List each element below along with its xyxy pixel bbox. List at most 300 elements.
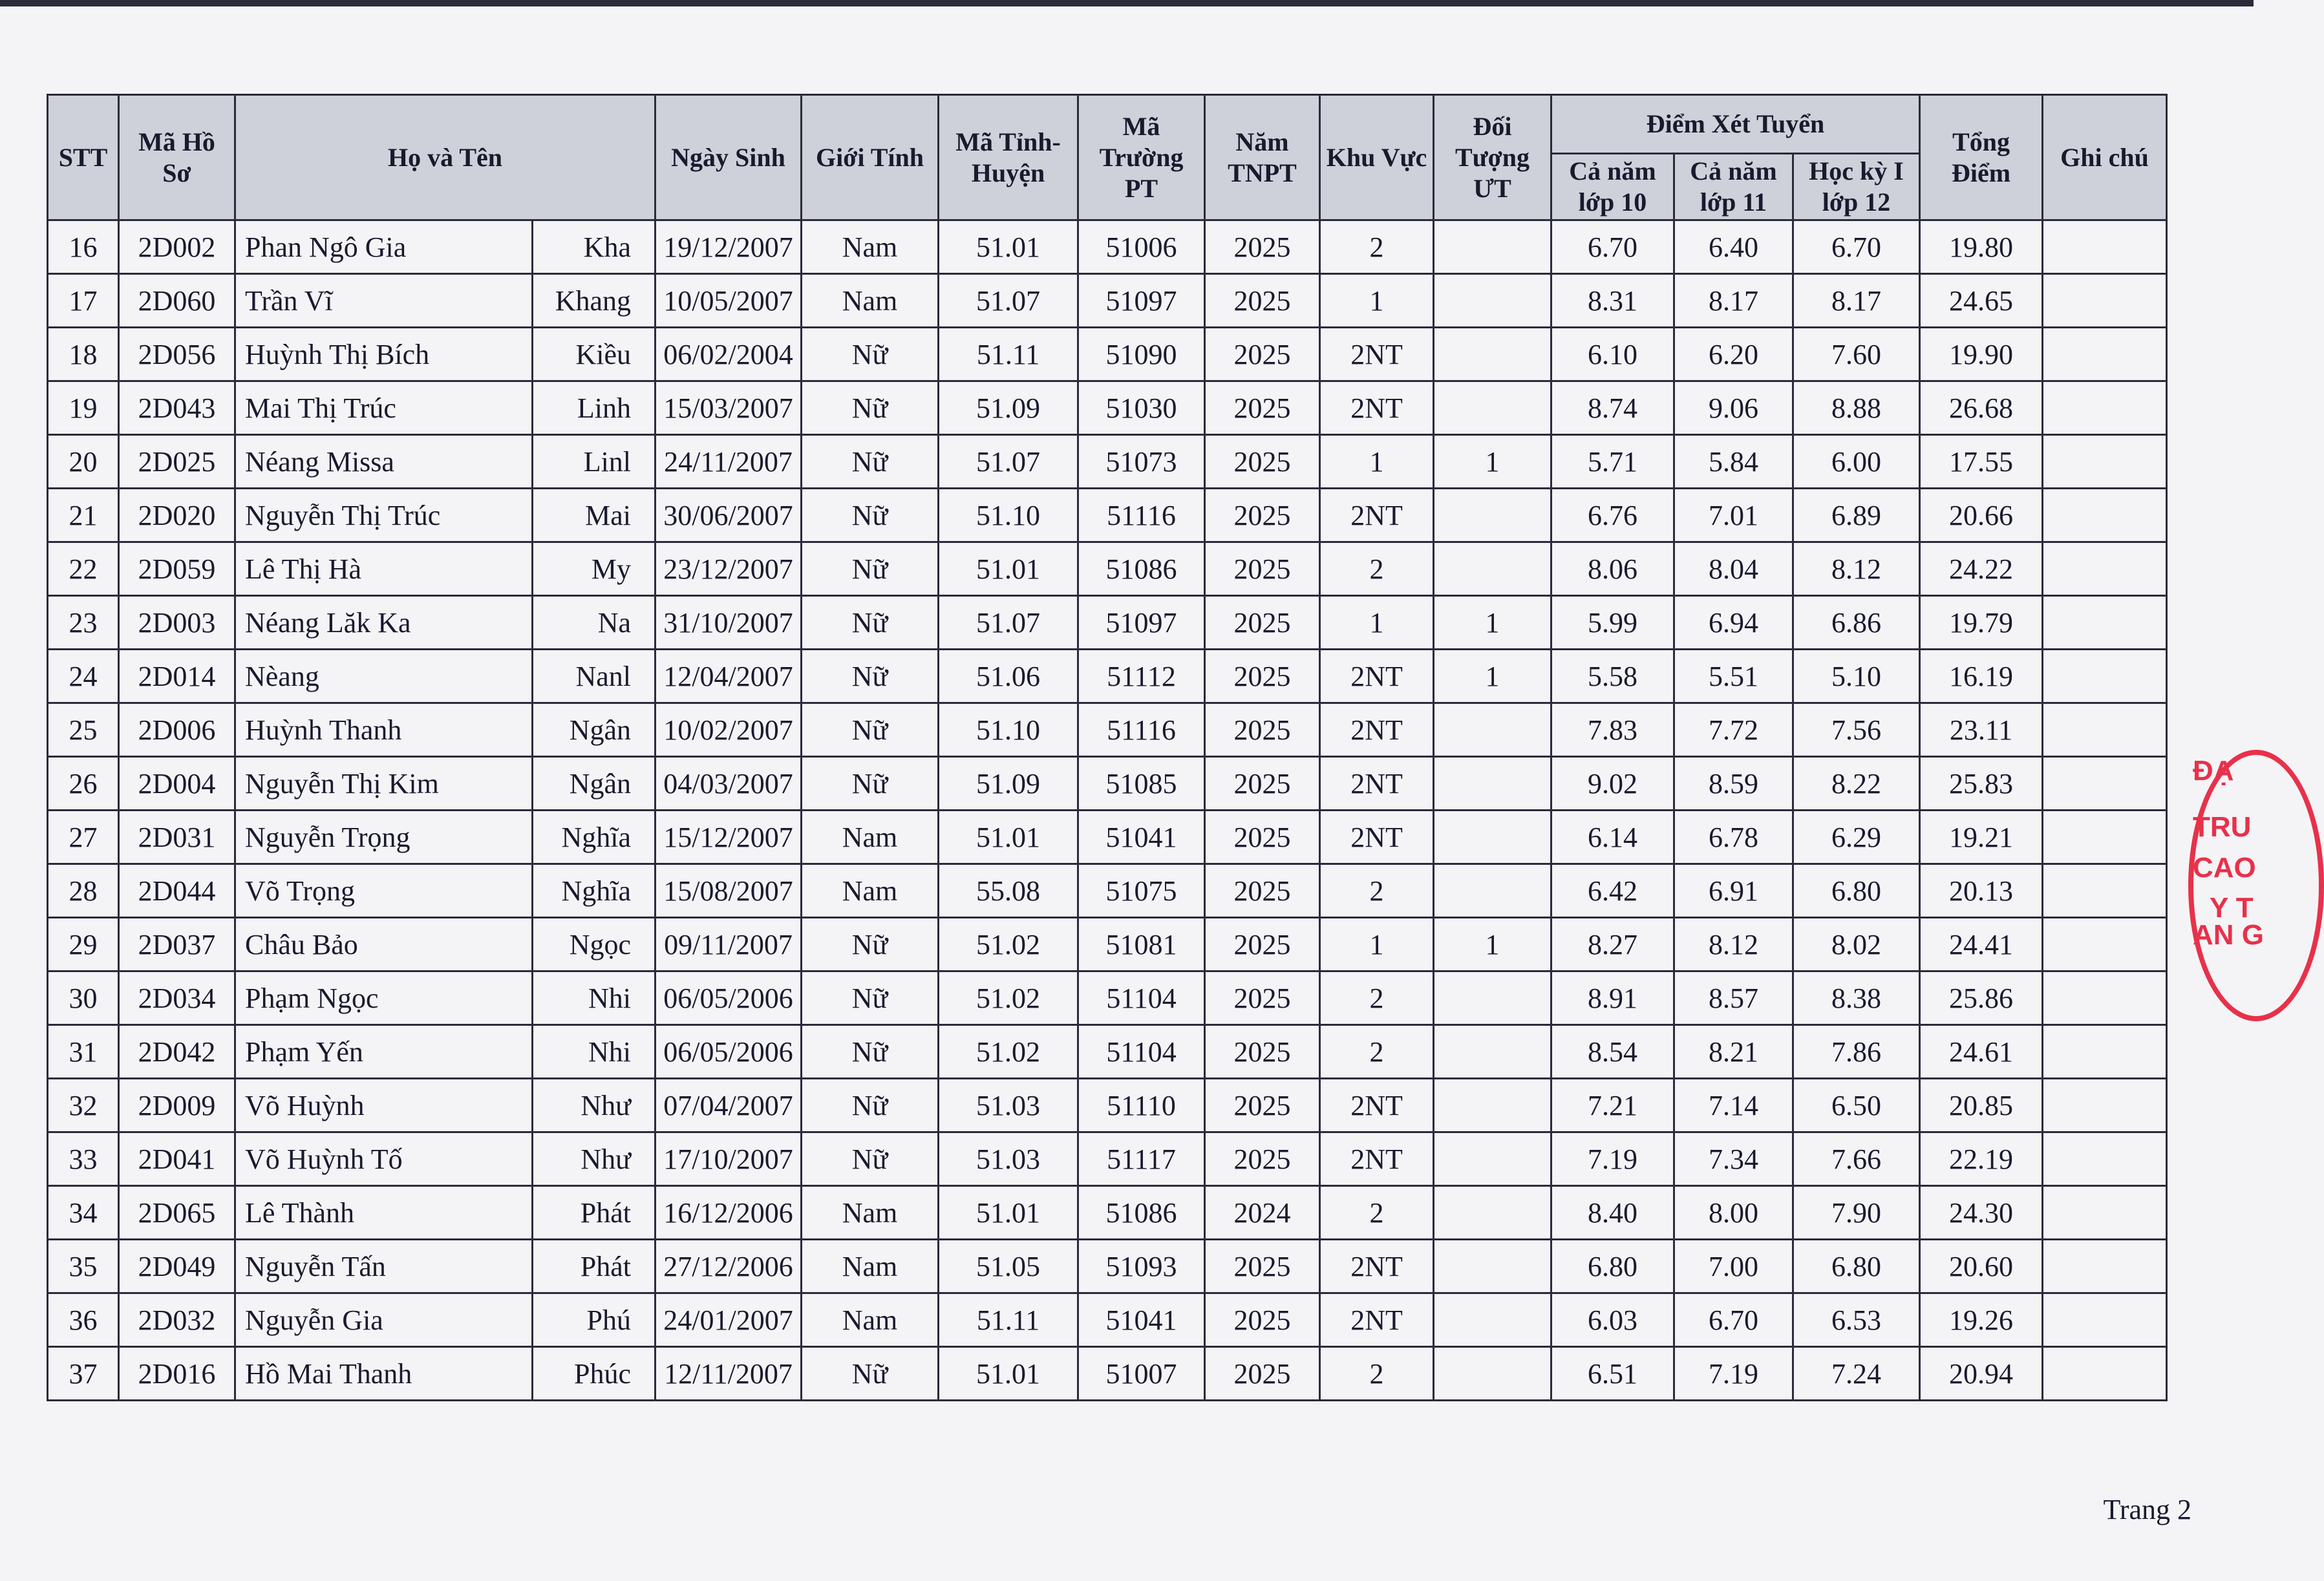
- cell-ten: Na: [533, 596, 656, 650]
- cell-diem-lop-10: 5.58: [1551, 650, 1674, 703]
- cell-ma-tinh-huyen: 51.10: [939, 489, 1078, 542]
- cell-tong-diem: 24.41: [1920, 918, 2043, 971]
- cell-tong-diem: 19.26: [1920, 1293, 2043, 1347]
- cell-nam-tnpt: 2025: [1205, 1079, 1320, 1132]
- table-row: [48, 1240, 2167, 1293]
- cell-ma-tinh-huyen: 51.11: [939, 328, 1078, 381]
- table-row: [48, 435, 2167, 489]
- cell-ghi-chu: [2043, 328, 2167, 381]
- cell-diem-lop-10: 7.83: [1551, 703, 1674, 757]
- cell-ho-dem: Nguyễn Thị Kim: [235, 757, 533, 811]
- cell-ma-tinh-huyen: 51.09: [939, 757, 1078, 811]
- cell-ma-truong: 51097: [1078, 274, 1205, 328]
- cell-ma-ho-so: 2D060: [119, 274, 235, 328]
- cell-diem-lop-11: 7.01: [1674, 489, 1793, 542]
- cell-khu-vuc: 2NT: [1320, 1132, 1434, 1186]
- cell-doi-tuong: [1434, 1293, 1551, 1347]
- cell-ma-ho-so: 2D056: [119, 328, 235, 381]
- cell-diem-lop-10: 5.99: [1551, 596, 1674, 650]
- cell-stt: 29: [48, 918, 119, 971]
- cell-stt: 16: [48, 220, 119, 274]
- table-row: [48, 703, 2167, 757]
- cell-ma-ho-so: 2D037: [119, 918, 235, 971]
- cell-gioi-tinh: Nữ: [802, 489, 939, 542]
- cell-ghi-chu: [2043, 1240, 2167, 1293]
- table-row: [48, 1186, 2167, 1240]
- cell-ghi-chu: [2043, 1347, 2167, 1401]
- cell-ma-ho-so: 2D049: [119, 1240, 235, 1293]
- cell-diem-lop-12: 6.86: [1793, 596, 1920, 650]
- cell-tong-diem: 17.55: [1920, 435, 2043, 489]
- cell-ma-tinh-huyen: 51.11: [939, 1293, 1078, 1347]
- cell-gioi-tinh: Nữ: [802, 435, 939, 489]
- cell-diem-lop-11: 8.59: [1674, 757, 1793, 811]
- cell-doi-tuong: [1434, 1347, 1551, 1401]
- cell-ten: Phúc: [533, 1347, 656, 1401]
- cell-ho-dem: Võ Huỳnh Tố: [235, 1132, 533, 1186]
- table-row: [48, 542, 2167, 596]
- table-row: [48, 381, 2167, 435]
- cell-nam-tnpt: 2024: [1205, 1186, 1320, 1240]
- table-row: [48, 918, 2167, 971]
- cell-ma-ho-so: 2D065: [119, 1186, 235, 1240]
- table-row: [48, 489, 2167, 542]
- cell-ma-tinh-huyen: 51.10: [939, 703, 1078, 757]
- cell-gioi-tinh: Nữ: [802, 971, 939, 1025]
- cell-khu-vuc: 2NT: [1320, 328, 1434, 381]
- cell-ten: Mai: [533, 489, 656, 542]
- header-ho-va-ten: Họ và Tên: [235, 95, 656, 220]
- cell-ma-tinh-huyen: 51.07: [939, 596, 1078, 650]
- cell-diem-lop-11: 6.20: [1674, 328, 1793, 381]
- cell-ma-ho-so: 2D003: [119, 596, 235, 650]
- stamp-text-line: CAO: [2193, 852, 2256, 884]
- cell-tong-diem: 20.85: [1920, 1079, 2043, 1132]
- cell-ma-ho-so: 2D059: [119, 542, 235, 596]
- cell-ngay-sinh: 06/05/2006: [656, 1025, 802, 1079]
- cell-diem-lop-10: 7.21: [1551, 1079, 1674, 1132]
- cell-ho-dem: Trần Vĩ: [235, 274, 533, 328]
- cell-stt: 36: [48, 1293, 119, 1347]
- cell-gioi-tinh: Nam: [802, 1293, 939, 1347]
- cell-diem-lop-11: 8.00: [1674, 1186, 1793, 1240]
- cell-ho-dem: Lê Thành: [235, 1186, 533, 1240]
- cell-ten: Ngân: [533, 703, 656, 757]
- cell-tong-diem: 24.30: [1920, 1186, 2043, 1240]
- cell-ten: Nghĩa: [533, 811, 656, 864]
- cell-ma-tinh-huyen: 51.01: [939, 1347, 1078, 1401]
- cell-ngay-sinh: 27/12/2006: [656, 1240, 802, 1293]
- cell-stt: 21: [48, 489, 119, 542]
- cell-ma-ho-so: 2D002: [119, 220, 235, 274]
- cell-ho-dem: Phạm Yến: [235, 1025, 533, 1079]
- cell-tong-diem: 26.68: [1920, 381, 2043, 435]
- cell-ma-truong: 51116: [1078, 489, 1205, 542]
- cell-khu-vuc: 2: [1320, 1186, 1434, 1240]
- cell-ten: Nhi: [533, 971, 656, 1025]
- cell-ho-dem: Huỳnh Thanh: [235, 703, 533, 757]
- cell-diem-lop-10: 6.70: [1551, 220, 1674, 274]
- cell-nam-tnpt: 2025: [1205, 864, 1320, 918]
- cell-ten: Nhi: [533, 1025, 656, 1079]
- cell-diem-lop-11: 8.12: [1674, 918, 1793, 971]
- table-row: [48, 220, 2167, 274]
- cell-diem-lop-11: 8.17: [1674, 274, 1793, 328]
- cell-ghi-chu: [2043, 1293, 2167, 1347]
- cell-ma-truong: 51116: [1078, 703, 1205, 757]
- cell-tong-diem: 19.21: [1920, 811, 2043, 864]
- cell-ma-truong: 51007: [1078, 1347, 1205, 1401]
- cell-stt: 31: [48, 1025, 119, 1079]
- cell-diem-lop-10: 6.14: [1551, 811, 1674, 864]
- cell-ten: Nanl: [533, 650, 656, 703]
- cell-gioi-tinh: Nữ: [802, 650, 939, 703]
- cell-ma-ho-so: 2D016: [119, 1347, 235, 1401]
- cell-ho-dem: Lê Thị Hà: [235, 542, 533, 596]
- cell-diem-lop-10: 5.71: [1551, 435, 1674, 489]
- cell-ngay-sinh: 12/11/2007: [656, 1347, 802, 1401]
- cell-stt: 19: [48, 381, 119, 435]
- header-hoc-ky-lop-12: Học kỳ I lớp 12: [1793, 154, 1920, 220]
- cell-ma-tinh-huyen: 55.08: [939, 864, 1078, 918]
- cell-nam-tnpt: 2025: [1205, 328, 1320, 381]
- cell-ma-ho-so: 2D032: [119, 1293, 235, 1347]
- cell-stt: 32: [48, 1079, 119, 1132]
- cell-ghi-chu: [2043, 220, 2167, 274]
- cell-ho-dem: Châu Bảo: [235, 918, 533, 971]
- cell-diem-lop-10: 8.31: [1551, 274, 1674, 328]
- cell-khu-vuc: 1: [1320, 274, 1434, 328]
- cell-ma-truong: 51075: [1078, 864, 1205, 918]
- cell-diem-lop-12: 8.38: [1793, 971, 1920, 1025]
- cell-ghi-chu: [2043, 811, 2167, 864]
- cell-ho-dem: Phạm Ngọc: [235, 971, 533, 1025]
- cell-ho-dem: Huỳnh Thị Bích: [235, 328, 533, 381]
- cell-ghi-chu: [2043, 864, 2167, 918]
- cell-diem-lop-12: 7.56: [1793, 703, 1920, 757]
- cell-gioi-tinh: Nam: [802, 864, 939, 918]
- cell-diem-lop-12: 8.22: [1793, 757, 1920, 811]
- cell-ma-tinh-huyen: 51.01: [939, 542, 1078, 596]
- cell-diem-lop-11: 7.34: [1674, 1132, 1793, 1186]
- cell-stt: 34: [48, 1186, 119, 1240]
- header-doi-tuong: Đối Tượng ƯT: [1434, 95, 1551, 220]
- cell-diem-lop-11: 6.78: [1674, 811, 1793, 864]
- cell-khu-vuc: 2: [1320, 542, 1434, 596]
- cell-stt: 26: [48, 757, 119, 811]
- cell-ma-tinh-huyen: 51.05: [939, 1240, 1078, 1293]
- cell-ngay-sinh: 15/12/2007: [656, 811, 802, 864]
- cell-doi-tuong: [1434, 542, 1551, 596]
- cell-gioi-tinh: Nữ: [802, 757, 939, 811]
- cell-ten: Kiều: [533, 328, 656, 381]
- cell-ma-truong: 51090: [1078, 328, 1205, 381]
- cell-ten: Nghĩa: [533, 864, 656, 918]
- cell-nam-tnpt: 2025: [1205, 489, 1320, 542]
- cell-diem-lop-12: 7.24: [1793, 1347, 1920, 1401]
- cell-nam-tnpt: 2025: [1205, 811, 1320, 864]
- cell-ngay-sinh: 04/03/2007: [656, 757, 802, 811]
- stamp-text-line: Y T: [2210, 892, 2254, 924]
- cell-ghi-chu: [2043, 1132, 2167, 1186]
- header-ma-truong: Mã Trường PT: [1078, 95, 1205, 220]
- cell-ngay-sinh: 10/02/2007: [656, 703, 802, 757]
- table-row: [48, 596, 2167, 650]
- cell-ho-dem: Nguyễn Gia: [235, 1293, 533, 1347]
- cell-ghi-chu: [2043, 489, 2167, 542]
- cell-ngay-sinh: 19/12/2007: [656, 220, 802, 274]
- cell-stt: 33: [48, 1132, 119, 1186]
- cell-diem-lop-12: 6.80: [1793, 1240, 1920, 1293]
- stamp-text-line: TRU: [2193, 811, 2252, 843]
- cell-ngay-sinh: 24/01/2007: [656, 1293, 802, 1347]
- cell-doi-tuong: 1: [1434, 650, 1551, 703]
- cell-doi-tuong: [1434, 489, 1551, 542]
- cell-ma-truong: 51097: [1078, 596, 1205, 650]
- cell-diem-lop-10: 6.80: [1551, 1240, 1674, 1293]
- cell-ghi-chu: [2043, 918, 2167, 971]
- cell-diem-lop-11: 9.06: [1674, 381, 1793, 435]
- cell-ten: Phú: [533, 1293, 656, 1347]
- cell-stt: 17: [48, 274, 119, 328]
- header-stt: STT: [48, 95, 119, 220]
- page-number: Trang 2: [2103, 1494, 2191, 1525]
- cell-gioi-tinh: Nam: [802, 220, 939, 274]
- cell-ngay-sinh: 10/05/2007: [656, 274, 802, 328]
- cell-doi-tuong: [1434, 971, 1551, 1025]
- header-ghi-chu: Ghi chú: [2043, 95, 2167, 220]
- cell-ghi-chu: [2043, 757, 2167, 811]
- header-ca-nam-lop-10: Cả năm lớp 10: [1551, 154, 1674, 220]
- table-body: [48, 220, 2167, 1401]
- cell-diem-lop-11: 6.40: [1674, 220, 1793, 274]
- cell-diem-lop-11: 6.70: [1674, 1293, 1793, 1347]
- cell-diem-lop-10: 6.03: [1551, 1293, 1674, 1347]
- cell-nam-tnpt: 2025: [1205, 1347, 1320, 1401]
- cell-gioi-tinh: Nữ: [802, 596, 939, 650]
- cell-gioi-tinh: Nữ: [802, 1132, 939, 1186]
- cell-ten: Như: [533, 1132, 656, 1186]
- cell-gioi-tinh: Nữ: [802, 542, 939, 596]
- cell-khu-vuc: 2NT: [1320, 1293, 1434, 1347]
- cell-tong-diem: 25.83: [1920, 757, 2043, 811]
- cell-ma-ho-so: 2D006: [119, 703, 235, 757]
- cell-ma-truong: 51085: [1078, 757, 1205, 811]
- cell-ma-truong: 51073: [1078, 435, 1205, 489]
- cell-tong-diem: 24.61: [1920, 1025, 2043, 1079]
- cell-khu-vuc: 2: [1320, 1025, 1434, 1079]
- cell-ngay-sinh: 23/12/2007: [656, 542, 802, 596]
- cell-ngay-sinh: 12/04/2007: [656, 650, 802, 703]
- cell-diem-lop-12: 7.60: [1793, 328, 1920, 381]
- cell-doi-tuong: [1434, 328, 1551, 381]
- cell-diem-lop-12: 7.66: [1793, 1132, 1920, 1186]
- cell-ma-ho-so: 2D020: [119, 489, 235, 542]
- cell-doi-tuong: 1: [1434, 596, 1551, 650]
- cell-diem-lop-11: 7.00: [1674, 1240, 1793, 1293]
- cell-ma-tinh-huyen: 51.03: [939, 1132, 1078, 1186]
- cell-ghi-chu: [2043, 596, 2167, 650]
- cell-ten: Như: [533, 1079, 656, 1132]
- cell-ten: Ngân: [533, 757, 656, 811]
- cell-doi-tuong: [1434, 757, 1551, 811]
- cell-gioi-tinh: Nữ: [802, 381, 939, 435]
- cell-doi-tuong: [1434, 864, 1551, 918]
- cell-ma-tinh-huyen: 51.01: [939, 811, 1078, 864]
- cell-ma-ho-so: 2D025: [119, 435, 235, 489]
- cell-ma-tinh-huyen: 51.07: [939, 435, 1078, 489]
- cell-ho-dem: Võ Huỳnh: [235, 1079, 533, 1132]
- cell-doi-tuong: [1434, 1240, 1551, 1293]
- cell-stt: 35: [48, 1240, 119, 1293]
- cell-diem-lop-11: 6.94: [1674, 596, 1793, 650]
- cell-diem-lop-11: 8.21: [1674, 1025, 1793, 1079]
- cell-ma-tinh-huyen: 51.09: [939, 381, 1078, 435]
- cell-ngay-sinh: 30/06/2007: [656, 489, 802, 542]
- cell-ma-ho-so: 2D042: [119, 1025, 235, 1079]
- cell-diem-lop-12: 6.80: [1793, 864, 1920, 918]
- cell-ngay-sinh: 09/11/2007: [656, 918, 802, 971]
- cell-doi-tuong: [1434, 1132, 1551, 1186]
- cell-diem-lop-10: 8.27: [1551, 918, 1674, 971]
- cell-doi-tuong: [1434, 811, 1551, 864]
- cell-ma-tinh-huyen: 51.02: [939, 918, 1078, 971]
- cell-ma-tinh-huyen: 51.01: [939, 1186, 1078, 1240]
- cell-nam-tnpt: 2025: [1205, 1240, 1320, 1293]
- cell-ghi-chu: [2043, 1025, 2167, 1079]
- cell-ma-truong: 51104: [1078, 971, 1205, 1025]
- cell-gioi-tinh: Nam: [802, 1240, 939, 1293]
- cell-tong-diem: 19.80: [1920, 220, 2043, 274]
- cell-nam-tnpt: 2025: [1205, 757, 1320, 811]
- cell-ten: My: [533, 542, 656, 596]
- cell-ho-dem: Nguyễn Tấn: [235, 1240, 533, 1293]
- header-gioi-tinh: Giới Tính: [802, 95, 939, 220]
- table-row: [48, 650, 2167, 703]
- cell-doi-tuong: [1434, 381, 1551, 435]
- cell-ho-dem: Nguyễn Thị Trúc: [235, 489, 533, 542]
- cell-gioi-tinh: Nam: [802, 274, 939, 328]
- cell-ghi-chu: [2043, 274, 2167, 328]
- cell-ten: Ngọc: [533, 918, 656, 971]
- cell-nam-tnpt: 2025: [1205, 596, 1320, 650]
- cell-ghi-chu: [2043, 703, 2167, 757]
- cell-ma-tinh-huyen: 51.03: [939, 1079, 1078, 1132]
- cell-diem-lop-10: 6.51: [1551, 1347, 1674, 1401]
- cell-tong-diem: 19.79: [1920, 596, 2043, 650]
- cell-nam-tnpt: 2025: [1205, 1025, 1320, 1079]
- cell-gioi-tinh: Nữ: [802, 703, 939, 757]
- stamp-text-line: ĐẠ: [2193, 755, 2234, 787]
- cell-ma-truong: 51081: [1078, 918, 1205, 971]
- cell-diem-lop-12: 7.86: [1793, 1025, 1920, 1079]
- cell-diem-lop-10: 8.40: [1551, 1186, 1674, 1240]
- cell-diem-lop-12: 8.17: [1793, 274, 1920, 328]
- cell-stt: 37: [48, 1347, 119, 1401]
- header-nam-tnpt: Năm TNPT: [1205, 95, 1320, 220]
- cell-khu-vuc: 2: [1320, 220, 1434, 274]
- table-row: [48, 1132, 2167, 1186]
- cell-diem-lop-11: 7.72: [1674, 703, 1793, 757]
- table-row: [48, 864, 2167, 918]
- cell-ho-dem: Mai Thị Trúc: [235, 381, 533, 435]
- cell-diem-lop-12: 6.29: [1793, 811, 1920, 864]
- cell-ten: Linh: [533, 381, 656, 435]
- cell-doi-tuong: 1: [1434, 918, 1551, 971]
- cell-ten: Khang: [533, 274, 656, 328]
- cell-ghi-chu: [2043, 1186, 2167, 1240]
- cell-diem-lop-10: 6.10: [1551, 328, 1674, 381]
- cell-ten: Phát: [533, 1240, 656, 1293]
- cell-khu-vuc: 1: [1320, 596, 1434, 650]
- cell-nam-tnpt: 2025: [1205, 274, 1320, 328]
- header-diem-xet-tuyen: Điểm Xét Tuyển: [1551, 95, 1920, 154]
- cell-stt: 23: [48, 596, 119, 650]
- cell-ten: Linl: [533, 435, 656, 489]
- cell-tong-diem: 20.66: [1920, 489, 2043, 542]
- cell-diem-lop-12: 6.70: [1793, 220, 1920, 274]
- cell-ngay-sinh: 07/04/2007: [656, 1079, 802, 1132]
- cell-khu-vuc: 2: [1320, 1347, 1434, 1401]
- cell-tong-diem: 25.86: [1920, 971, 2043, 1025]
- cell-ma-truong: 51104: [1078, 1025, 1205, 1079]
- cell-diem-lop-12: 8.12: [1793, 542, 1920, 596]
- cell-gioi-tinh: Nam: [802, 1186, 939, 1240]
- cell-ma-truong: 51110: [1078, 1079, 1205, 1132]
- cell-ghi-chu: [2043, 650, 2167, 703]
- cell-ngay-sinh: 06/05/2006: [656, 971, 802, 1025]
- cell-ngay-sinh: 15/08/2007: [656, 864, 802, 918]
- cell-tong-diem: 20.94: [1920, 1347, 2043, 1401]
- cell-khu-vuc: 1: [1320, 435, 1434, 489]
- cell-ngay-sinh: 16/12/2006: [656, 1186, 802, 1240]
- cell-khu-vuc: 2: [1320, 864, 1434, 918]
- cell-ma-truong: 51041: [1078, 811, 1205, 864]
- header-tong-diem: Tổng Điểm: [1920, 95, 2043, 220]
- cell-nam-tnpt: 2025: [1205, 703, 1320, 757]
- header-khu-vuc: Khu Vực: [1320, 95, 1434, 220]
- table-row: [48, 328, 2167, 381]
- cell-ghi-chu: [2043, 542, 2167, 596]
- cell-ma-truong: 51006: [1078, 220, 1205, 274]
- cell-diem-lop-10: 6.42: [1551, 864, 1674, 918]
- cell-khu-vuc: 1: [1320, 918, 1434, 971]
- cell-gioi-tinh: Nam: [802, 811, 939, 864]
- cell-doi-tuong: [1434, 220, 1551, 274]
- cell-diem-lop-11: 5.84: [1674, 435, 1793, 489]
- cell-diem-lop-12: 6.53: [1793, 1293, 1920, 1347]
- table-row: [48, 274, 2167, 328]
- cell-diem-lop-11: 8.57: [1674, 971, 1793, 1025]
- table-row: [48, 1293, 2167, 1347]
- cell-ngay-sinh: 31/10/2007: [656, 596, 802, 650]
- cell-ma-truong: 51093: [1078, 1240, 1205, 1293]
- cell-diem-lop-11: 6.91: [1674, 864, 1793, 918]
- cell-ho-dem: Néang Lăk Ka: [235, 596, 533, 650]
- cell-nam-tnpt: 2025: [1205, 1293, 1320, 1347]
- roster-table: [47, 94, 2168, 1401]
- cell-ho-dem: Phan Ngô Gia: [235, 220, 533, 274]
- cell-stt: 25: [48, 703, 119, 757]
- cell-ngay-sinh: 15/03/2007: [656, 381, 802, 435]
- cell-nam-tnpt: 2025: [1205, 1132, 1320, 1186]
- cell-diem-lop-10: 7.19: [1551, 1132, 1674, 1186]
- cell-ghi-chu: [2043, 971, 2167, 1025]
- cell-ten: Phát: [533, 1186, 656, 1240]
- cell-tong-diem: 23.11: [1920, 703, 2043, 757]
- cell-stt: 20: [48, 435, 119, 489]
- cell-ma-ho-so: 2D044: [119, 864, 235, 918]
